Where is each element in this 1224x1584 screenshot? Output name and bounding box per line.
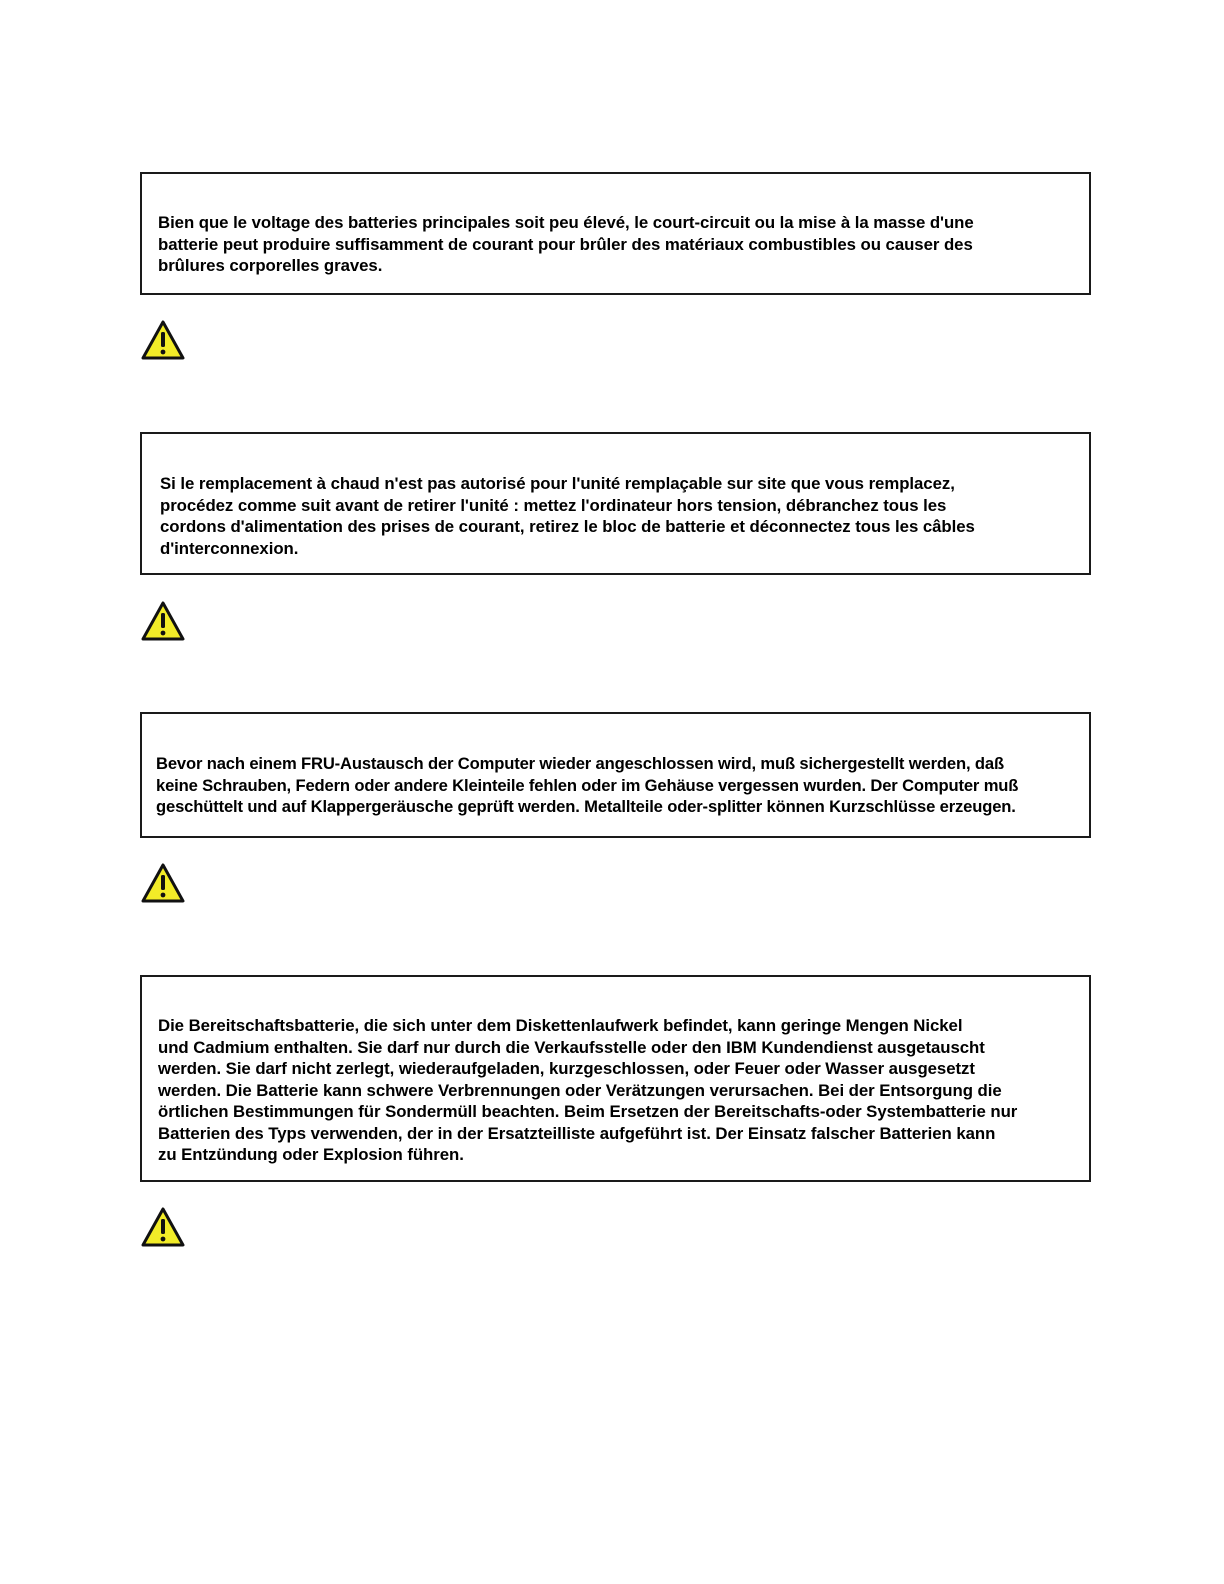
safety-notice-2 xyxy=(140,432,1091,575)
notice-text-1: Bien que le voltage des batteries principales soit peu élevé, le court-circuit ou la mise à la masse d'une batterie peut produire suffisamment de courant pour brûler des matériaux combustibles ou causer des brûlures corporelles graves. xyxy=(158,213,974,275)
safety-notice-4 xyxy=(140,975,1091,1182)
safety-notice-1 xyxy=(140,172,1091,295)
warning-triangle-icon xyxy=(140,1206,186,1248)
warning-triangle-icon xyxy=(140,600,186,642)
notice-text-2: Si le remplacement à chaud n'est pas autorisé pour l'unité remplaçable sur site que vous remplacez, procédez comme suit avant de retirer l'unité : mettez l'ordinateur hors tension, débranchez tous les cordons d'alimentation des prises de courant, retirez le bloc de batterie et déconnectez tous les câbles d'interconnexion. xyxy=(160,474,975,558)
warning-triangle-icon xyxy=(140,319,186,361)
safety-notice-3 xyxy=(140,712,1091,838)
notice-text-3: Bevor nach einem FRU-Austausch der Computer wieder angeschlossen wird, muß sichergestellt werden, daß keine Schrauben, Federn oder andere Kleinteile fehlen oder im Gehäuse vergessen wurden. Der Computer muß geschüttelt und auf Klappergeräusche geprüft werden. Metallteile oder-splitter können Kurzschlüsse erzeugen. xyxy=(156,754,1019,816)
notice-text-4: Die Bereitschaftsbatterie, die sich unter dem Diskettenlaufwerk befindet, kann geringe Mengen Nickel und Cadmium enthalten. Sie darf nur durch die Verkaufsstelle oder den IBM Kundendienst ausgetauscht werden. Sie darf nicht zerlegt, wiederaufgeladen, kurzgeschlossen, oder Feuer oder Wasser ausgesetzt werden. Die Batterie kann schwere Verbrennungen oder Verätzungen verursachen. Bei der Entsorgung die örtlichen Bestimmungen für Sondermüll beachten. Beim Ersetzen der Bereitschafts-oder Systembatterie nur Batterien des Typs verwenden, der in der Ersatzteilliste aufgeführt ist. Der Einsatz falscher Batterien kann zu Entzündung oder Explosion führen. xyxy=(158,1016,1018,1164)
warning-triangle-icon xyxy=(140,862,186,904)
